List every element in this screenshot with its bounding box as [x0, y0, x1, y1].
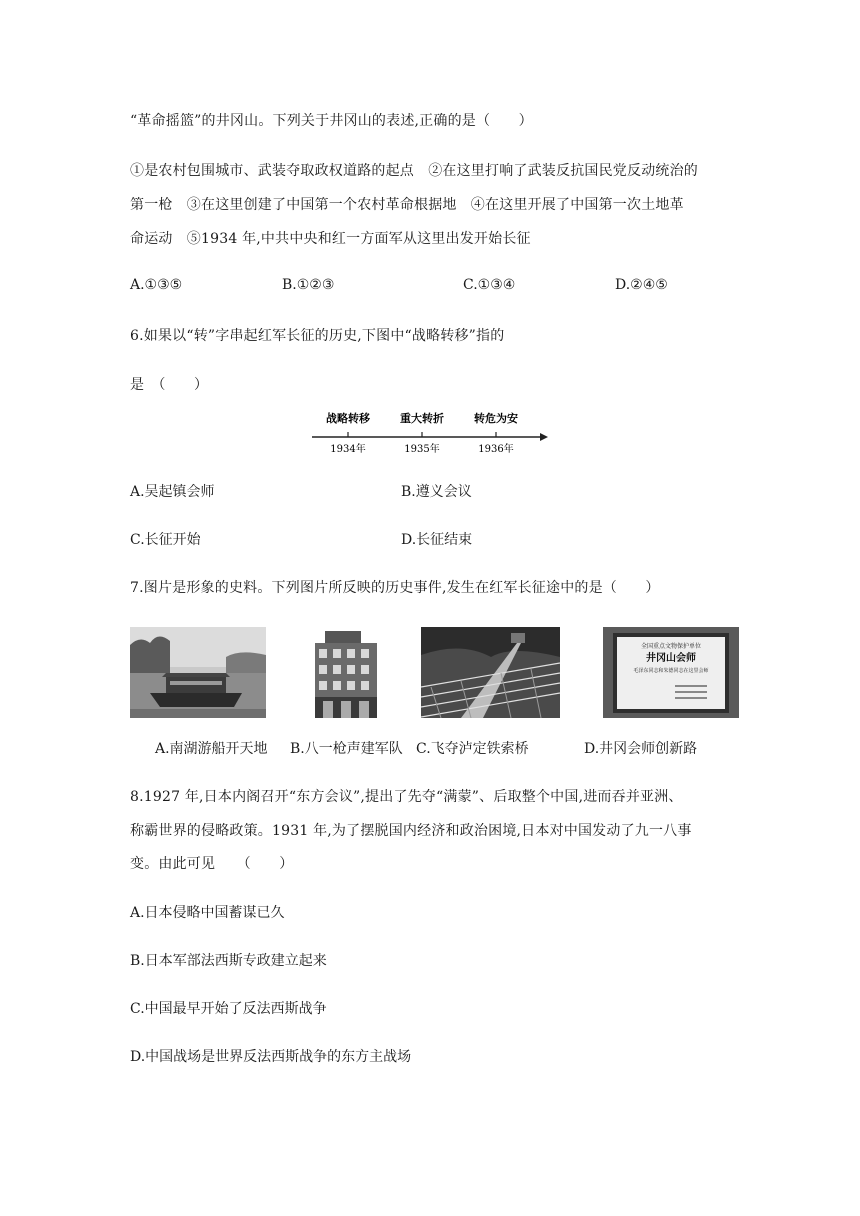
q6-option-d: D.长征结束 [401, 532, 473, 548]
timeline-year-3: 1936年 [478, 444, 514, 455]
q6-stem-line1: 6.如果以“转”字串起红军长征的历史,下图中“战略转移”指的 [130, 328, 505, 344]
plaque-line1: 全国重点文物保护单位 [640, 643, 702, 650]
q5-option-d: D.②④⑤ [615, 277, 668, 293]
timeline-label-3: 转危为安 [474, 412, 518, 425]
q7-caption-b: B.八一枪声建军队 [290, 741, 403, 757]
q6-stem-line2: 是 （ ） [130, 377, 209, 393]
q7-stem: 7.图片是形象的史料。下列图片所反映的历史事件,发生在红军长征途中的是（ ） [130, 580, 660, 596]
plaque-line3: 毛泽东同志和朱德同志在这里会师 [633, 668, 709, 674]
timeline-arrowhead [540, 433, 548, 441]
q8-option-d: D.中国战场是世界反法西斯战争的东方主战场 [130, 1049, 412, 1065]
q5-statements-line3: 命运动 ⑤1934 年,中共中央和红一方面军从这里出发开始长征 [130, 231, 531, 247]
q5-statements-line1: ①是农村包围城市、武装夺取政权道路的起点 ②在这里打响了武装反抗国民党反动统治的 [130, 163, 698, 179]
q8-stem-line1: 8.1927 年,日本内阁召开“东方会议”,提出了先夺“满蒙”、后取整个中国,进而吞并亚洲、 [130, 789, 683, 805]
q8-option-c: C.中国最早开始了反法西斯战争 [130, 1001, 327, 1017]
jinggangshan-plaque-photo [603, 627, 739, 718]
red-boat-photo [130, 627, 266, 718]
q7-caption-d: D.井冈会师创新路 [584, 741, 698, 757]
q6-option-a: A.吴起镇会师 [130, 484, 215, 500]
q5-option-c: C.①③④ [463, 277, 516, 293]
q6-option-b: B.遵义会议 [401, 484, 472, 500]
q5-option-a: A.①③⑤ [130, 277, 183, 293]
long-march-timeline [312, 408, 552, 458]
q8-option-a: A.日本侵略中国蓄谋已久 [130, 905, 285, 921]
q5-option-b: B.①②③ [282, 277, 335, 293]
q5-statements-line2: 第一枪 ③在这里创建了中国第一个农村革命根据地 ④在这里开展了中国第一次土地革 [130, 197, 684, 213]
plaque-line2: 井冈山会师 [646, 653, 696, 664]
q7-caption-c: C.飞夺泸定铁索桥 [416, 741, 529, 757]
q8-option-b: B.日本军部法西斯专政建立起来 [130, 953, 327, 969]
timeline-year-2: 1935年 [404, 444, 440, 455]
timeline-year-1: 1934年 [330, 444, 366, 455]
timeline-label-2: 重大转折 [400, 412, 444, 425]
q8-stem-line3: 变。由此可见 （ ） [130, 856, 294, 872]
timeline-label-1: 战略转移 [326, 412, 370, 425]
q7-caption-a: A.南湖游船开天地 [155, 741, 268, 757]
luding-bridge-photo [421, 627, 560, 718]
q5-stem: “革命摇篮”的井冈山。下列关于井冈山的表述,正确的是（ ） [130, 113, 533, 129]
q6-option-c: C.长征开始 [130, 532, 201, 548]
q8-stem-line2: 称霸世界的侵略政策。1931 年,为了摆脱国内经济和政治困境,日本对中国发动了九一八事 [130, 823, 692, 839]
building-photo [311, 627, 381, 718]
